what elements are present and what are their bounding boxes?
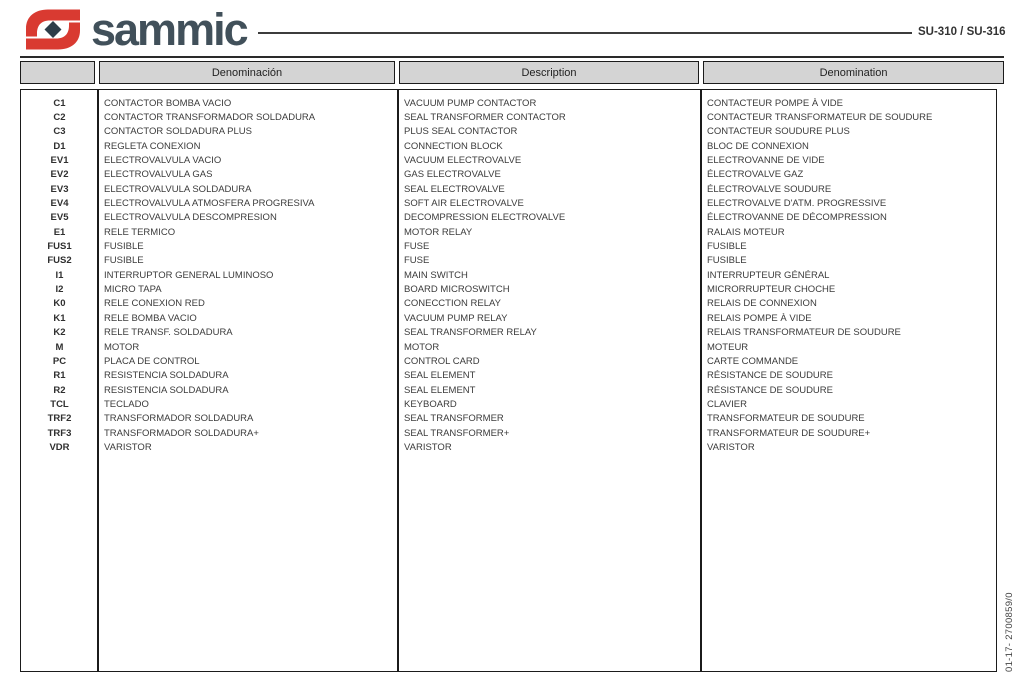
row-cell-code: PC — [52, 355, 67, 367]
row-cell-code: K1 — [53, 312, 66, 324]
row-cell-en: CONECCTION RELAY — [404, 298, 501, 310]
model-reference: SU-310 / SU-316 — [918, 26, 1006, 38]
row-cell-code: R1 — [53, 370, 66, 382]
table-row — [21, 182, 996, 196]
row-cell-fr: RELAIS TRANSFORMATEUR DE SOUDURE — [707, 327, 901, 339]
row-cell-en: VARISTOR — [404, 441, 452, 453]
header-cell-denomination: Denomination — [703, 61, 1004, 84]
row-cell-code: EV3 — [50, 183, 69, 195]
row-cell-es: MOTOR — [104, 341, 140, 353]
row-cell-code: TCL — [50, 398, 69, 410]
table-row — [21, 125, 996, 139]
table-row — [21, 297, 996, 311]
row-cell-en: MOTOR RELAY — [404, 226, 473, 238]
row-cell-es: ELECTROVALVULA SOLDADURA — [104, 183, 252, 195]
table-row — [21, 412, 996, 426]
table-row — [21, 268, 996, 282]
row-cell-fr: ELECTROVANNE DE VIDE — [707, 155, 825, 167]
brand-wordmark: sammic — [91, 4, 247, 55]
row-cell-code: TRF2 — [47, 413, 72, 425]
row-cell-code: TRF3 — [47, 427, 72, 439]
sammic-logo — [22, 6, 247, 53]
row-cell-es: CONTACTOR SOLDADURA PLUS — [104, 126, 252, 138]
row-cell-en: VACUUM PUMP RELAY — [404, 312, 508, 324]
table-row — [21, 354, 996, 368]
row-cell-en: SEAL TRANSFORMER+ — [404, 427, 510, 439]
table-header-row — [20, 61, 1004, 84]
row-cell-en: FUSE — [404, 241, 430, 253]
table-row — [21, 196, 996, 210]
row-cell-es: RELE CONEXION RED — [104, 298, 205, 310]
row-cell-es: FUSIBLE — [104, 241, 144, 253]
row-cell-es: VARISTOR — [104, 441, 152, 453]
row-cell-fr: FUSIBLE — [707, 241, 747, 253]
row-cell-code: EV4 — [50, 198, 69, 210]
row-cell-fr: RELAIS DE CONNEXION — [707, 298, 817, 310]
table-row — [21, 254, 996, 268]
row-cell-code: FUS2 — [47, 255, 72, 267]
table-row — [21, 311, 996, 325]
table-row — [21, 110, 996, 124]
table-row — [21, 440, 996, 454]
row-cell-es: RELE TERMICO — [104, 226, 176, 238]
row-cell-fr: TRANSFORMATEUR DE SOUDURE — [707, 413, 865, 425]
row-cell-fr: ÉLECTROVALVE SOUDURE — [707, 183, 832, 195]
letterhead-divider — [20, 56, 1004, 58]
model-rule-line — [258, 32, 912, 34]
row-cell-es: TRANSFORMADOR SOLDADURA — [104, 413, 254, 425]
row-cell-es: MICRO TAPA — [104, 284, 162, 296]
row-cell-es: RESISTENCIA SOLDADURA — [104, 384, 229, 396]
sammic-s-icon — [22, 6, 84, 53]
row-cell-en: MOTOR — [404, 341, 440, 353]
table-row — [21, 139, 996, 153]
row-cell-en: FUSE — [404, 255, 430, 267]
row-cell-code: I2 — [55, 284, 64, 296]
row-cell-code: C1 — [53, 97, 66, 109]
row-cell-fr: MOTEUR — [707, 341, 749, 353]
row-cell-fr: CONTACTEUR TRANSFORMATEUR DE SOUDURE — [707, 112, 933, 124]
row-cell-code: K0 — [53, 298, 66, 310]
row-cell-en: VACUUM PUMP CONTACTOR — [404, 97, 537, 109]
row-cell-fr: RELAIS POMPE À VIDE — [707, 312, 812, 324]
table-row — [21, 211, 996, 225]
row-cell-code: VDR — [49, 441, 70, 453]
header-cell-description: Description — [399, 61, 699, 84]
row-cell-es: ELECTROVALVULA GAS — [104, 169, 213, 181]
table-rows — [21, 96, 996, 455]
row-cell-fr: INTERRUPTEUR GÉNÉRAL — [707, 269, 830, 281]
row-cell-en: VACUUM ELECTROVALVE — [404, 155, 522, 167]
row-cell-fr: CONTACTEUR SOUDURE PLUS — [707, 126, 850, 138]
row-cell-es: FUSIBLE — [104, 255, 144, 267]
row-cell-es: ELECTROVALVULA VACIO — [104, 155, 222, 167]
row-cell-fr: CARTE COMMANDE — [707, 355, 799, 367]
row-cell-en: KEYBOARD — [404, 398, 457, 410]
row-cell-en: PLUS SEAL CONTACTOR — [404, 126, 518, 138]
row-cell-fr: BLOC DE CONNEXION — [707, 140, 809, 152]
table-row — [21, 225, 996, 239]
row-cell-fr: ÉLECTROVALVE GAZ — [707, 169, 804, 181]
table-row — [21, 426, 996, 440]
row-cell-fr: RÉSISTANCE DE SOUDURE — [707, 384, 833, 396]
row-cell-fr: MICRORRUPTEUR CHOCHE — [707, 284, 836, 296]
row-cell-en: SEAL ELECTROVALVE — [404, 183, 505, 195]
table-row — [21, 239, 996, 253]
row-cell-en: SEAL TRANSFORMER RELAY — [404, 327, 537, 339]
table-row — [21, 168, 996, 182]
row-cell-fr: RÉSISTANCE DE SOUDURE — [707, 370, 833, 382]
row-cell-code: D1 — [53, 140, 66, 152]
document-reference: 01-17- 2700859/0 — [1004, 592, 1015, 672]
row-cell-es: CONTACTOR TRANSFORMADOR SOLDADURA — [104, 112, 316, 124]
row-cell-en: SEAL ELEMENT — [404, 370, 476, 382]
row-cell-code: EV5 — [50, 212, 69, 224]
row-cell-es: REGLETA CONEXION — [104, 140, 201, 152]
row-cell-fr: TRANSFORMATEUR DE SOUDURE+ — [707, 427, 871, 439]
parts-table — [20, 89, 997, 672]
row-cell-es: TECLADO — [104, 398, 149, 410]
table-row — [21, 383, 996, 397]
row-cell-fr: VARISTOR — [707, 441, 755, 453]
row-cell-en: SEAL TRANSFORMER CONTACTOR — [404, 112, 566, 124]
row-cell-es: CONTACTOR BOMBA VACIO — [104, 97, 232, 109]
table-row — [21, 96, 996, 110]
row-cell-code: EV1 — [50, 155, 69, 167]
row-cell-code: M — [55, 341, 64, 353]
table-row — [21, 326, 996, 340]
header-cell-denominacion: Denominación — [99, 61, 395, 84]
row-cell-en: SOFT AIR ELECTROVALVE — [404, 198, 524, 210]
row-cell-code: C2 — [53, 112, 66, 124]
row-cell-en: CONNECTION BLOCK — [404, 140, 503, 152]
row-cell-en: SEAL ELEMENT — [404, 384, 476, 396]
row-cell-fr: CONTACTEUR POMPE À VIDE — [707, 97, 844, 109]
row-cell-en: SEAL TRANSFORMER — [404, 413, 504, 425]
row-cell-es: PLACA DE CONTROL — [104, 355, 200, 367]
row-cell-code: K2 — [53, 327, 66, 339]
row-cell-en: CONTROL CARD — [404, 355, 480, 367]
table-row — [21, 397, 996, 411]
row-cell-fr: FUSIBLE — [707, 255, 747, 267]
row-cell-es: ELECTROVALVULA DESCOMPRESION — [104, 212, 277, 224]
row-cell-code: C3 — [53, 126, 66, 138]
row-cell-en: MAIN SWITCH — [404, 269, 468, 281]
row-cell-es: INTERRUPTOR GENERAL LUMINOSO — [104, 269, 274, 281]
row-cell-fr: ELECTROVALVE D'ATM. PROGRESSIVE — [707, 198, 887, 210]
row-cell-en: BOARD MICROSWITCH — [404, 284, 510, 296]
row-cell-code: EV2 — [50, 169, 69, 181]
row-cell-fr: RALAIS MOTEUR — [707, 226, 785, 238]
row-cell-fr: ÉLECTROVANNE DE DÉCOMPRESSION — [707, 212, 887, 224]
row-cell-es: RELE BOMBA VACIO — [104, 312, 197, 324]
row-cell-code: I1 — [55, 269, 64, 281]
table-row — [21, 369, 996, 383]
row-cell-es: TRANSFORMADOR SOLDADURA+ — [104, 427, 259, 439]
row-cell-en: DECOMPRESSION ELECTROVALVE — [404, 212, 566, 224]
table-row — [21, 282, 996, 296]
row-cell-es: RELE TRANSF. SOLDADURA — [104, 327, 233, 339]
row-cell-es: ELECTROVALVULA ATMOSFERA PROGRESIVA — [104, 198, 315, 210]
table-row — [21, 340, 996, 354]
header-cell-code — [20, 61, 95, 84]
row-cell-code: R2 — [53, 384, 66, 396]
row-cell-code: E1 — [53, 226, 66, 238]
row-cell-en: GAS ELECTROVALVE — [404, 169, 501, 181]
row-cell-es: RESISTENCIA SOLDADURA — [104, 370, 229, 382]
row-cell-code: FUS1 — [47, 241, 72, 253]
table-row — [21, 153, 996, 167]
row-cell-fr: CLAVIER — [707, 398, 747, 410]
